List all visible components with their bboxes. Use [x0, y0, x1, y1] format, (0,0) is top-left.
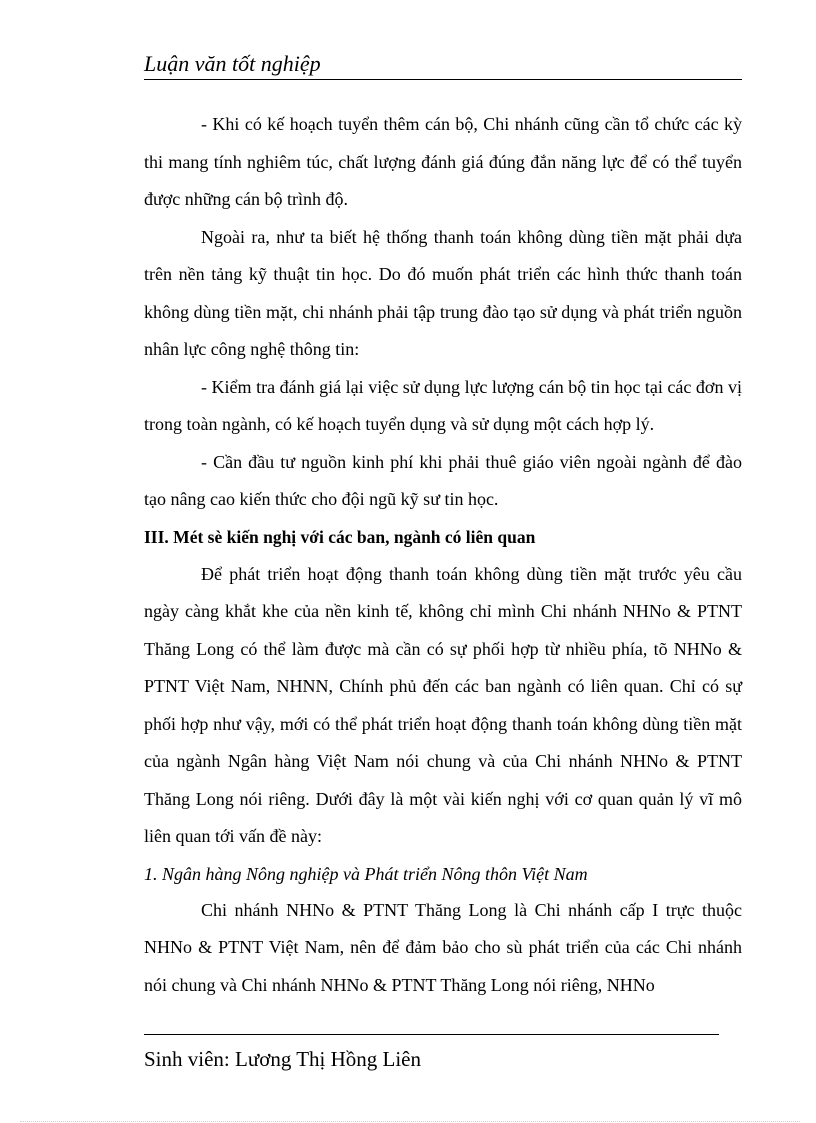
paragraph-cooperation: Để phát triển hoạt động thanh toán không dùng tiền mặt trước yêu cầu ngày càng khắt khe của nền kinh tế, không chỉ mình Chi nhánh NHNo & PTNT Thăng Long có thể làm được mà cần có sự phối hợp từ nhiều phía, tõ NHNo & PTNT Việt Nam, NHNN, Chính phủ đến các ban ngành có liên quan. Chỉ có sự phối hợp như vậy, mới có thể phát triển hoạt động thanh toán không dùng tiền mặt của ngành Ngân hàng Việt Nam nói chung và của Chi nhánh NHNo & PTNT Thăng Long nói riêng. Dưới đây là một vài kiến nghị với cơ quan quản lý vĩ mô liên quan tới vấn đề này:: [144, 563, 742, 846]
header-title: Luận văn tốt nghiệp: [144, 51, 321, 76]
page-body: [144, 106, 742, 1004]
footer-rule: [144, 1034, 719, 1035]
paragraph-it-staff-review: - Kiểm tra đánh giá lại việc sử dụng lực lượng cán bộ tin học tại các đơn vị trong toàn ngành, có kế hoạch tuyển dụng và sử dụng một cách hợp lý.: [144, 376, 742, 434]
header-rule: [144, 79, 742, 80]
page-header: [144, 50, 742, 80]
paragraph-branch: Chi nhánh NHNo & PTNT Thăng Long là Chi nhánh cấp I trực thuộc NHNo & PTNT Việt Nam, nên để đảm bảo cho sù phát triển của các Chi nhánh nói chung và Chi nhánh NHNo & PTNT Thăng Long nói riêng, NHNo: [144, 899, 742, 995]
section-heading: III. Mét sè kiến nghị với các ban, ngành có liên quan: [144, 526, 536, 547]
subsection-heading: 1. Ngân hàng Nông nghiệp và Phát triển Nông thôn Việt Nam: [144, 863, 588, 884]
paragraph-recruitment: - Khi có kế hoạch tuyển thêm cán bộ, Chi nhánh cũng cần tổ chức các kỳ thi mang tính nghiêm túc, chất lượng đánh giá đúng đắn năng lực để có thể tuyển được những cán bộ trình độ.: [144, 114, 742, 209]
paragraph-it-foundation: Ngoài ra, như ta biết hệ thống thanh toán không dùng tiền mặt phải dựa trên nền tảng kỹ thuật tin học. Do đó muốn phát triển các hình thức thanh toán không dùng tiền mặt, chi nhánh phải tập trung đào tạo sử dụng và phát triển nguồn nhân lực công nghệ thông tin:: [144, 226, 742, 359]
page-edge: [20, 1121, 800, 1122]
page-footer: [144, 1034, 719, 1073]
paragraph-training-budget: - Cần đầu tư nguồn kinh phí khi phải thuê giáo viên ngoài ngành để đào tạo nâng cao kiến thức cho đội ngũ kỹ sư tin học.: [144, 451, 742, 509]
footer-author: Sinh viên: Lương Thị Hồng Liên: [144, 1047, 421, 1071]
